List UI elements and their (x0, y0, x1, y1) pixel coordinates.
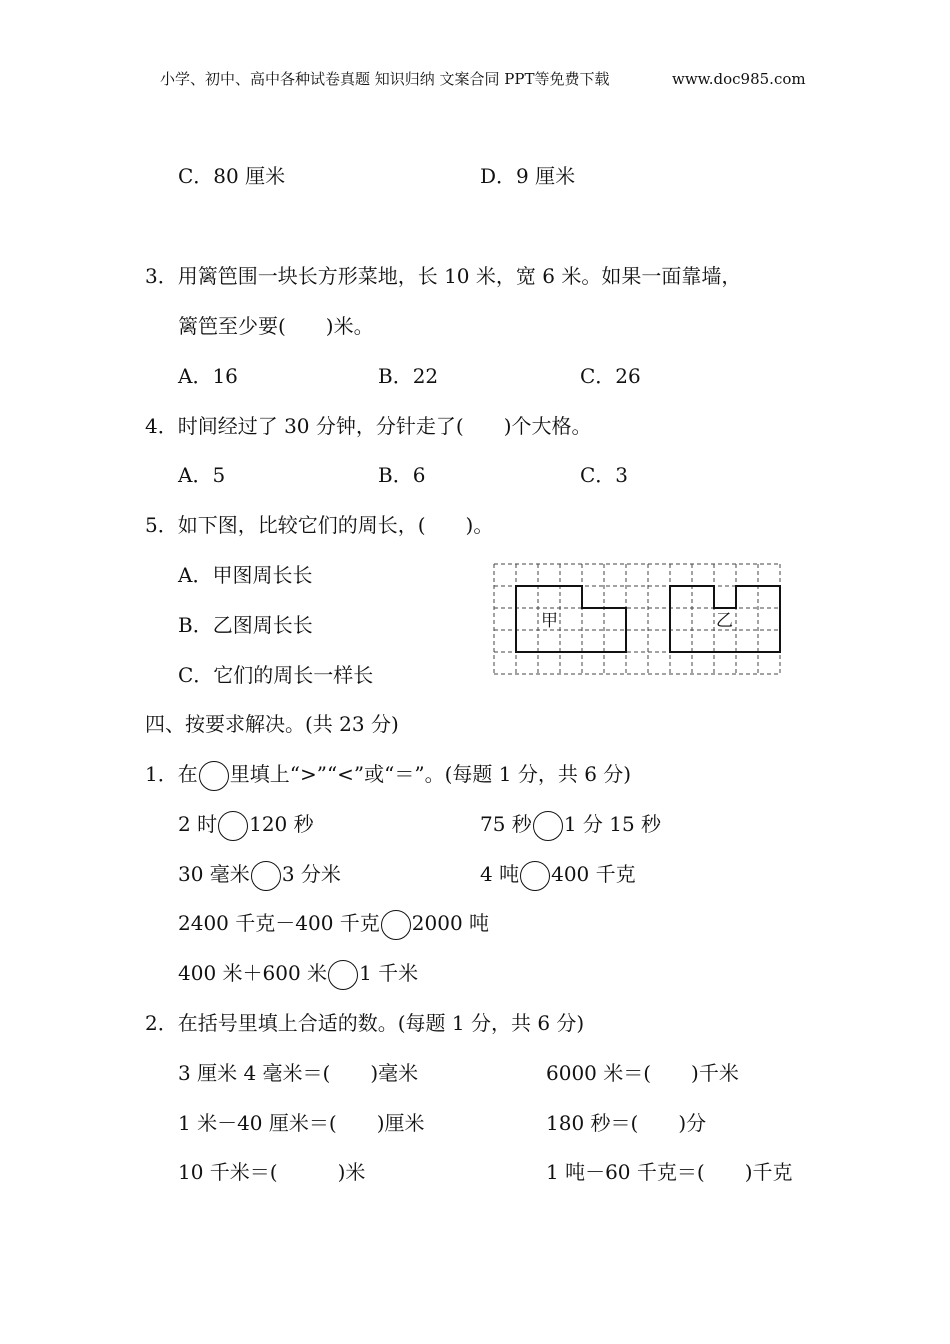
q3-option-a: A．16 (178, 364, 238, 388)
q5-option-a: A．甲图周长长 (178, 563, 313, 587)
compare-left: 2400 千克－400 千克 (178, 911, 380, 935)
compare-right: 2000 吨 (411, 911, 490, 935)
q4-stem: 4．时间经过了 30 分钟，分针走了( )个大格。 (145, 414, 592, 438)
fill-item-1[interactable]: 3 厘米 4 毫米＝( )毫米 (178, 1061, 419, 1085)
compare-circle-blank[interactable] (381, 910, 411, 940)
compare-circle-blank[interactable] (533, 811, 563, 841)
compare-right: 3 分米 (281, 862, 341, 886)
header-url[interactable]: www.doc985.com (672, 70, 806, 88)
compare-left: 75 秒 (480, 812, 532, 836)
s4-p2-stem: 2．在括号里填上合适的数。(每题 1 分，共 6 分) (145, 1011, 585, 1035)
compare-item-3 (178, 861, 341, 891)
compare-right: 1 千米 (359, 961, 419, 985)
q3-stem-line1: 3．用篱笆围一块长方形菜地，长 10 米，宽 6 米。如果一面靠墙， (145, 264, 742, 288)
grid-lines (494, 564, 780, 674)
compare-left: 30 毫米 (178, 862, 250, 886)
q5-option-c: C．它们的周长一样长 (178, 663, 374, 687)
compare-circle-blank[interactable] (328, 960, 358, 990)
compare-circle-blank[interactable] (251, 861, 281, 891)
compare-left: 4 吨 (480, 862, 520, 886)
compare-item-4 (480, 861, 636, 891)
label-yi: 乙 (716, 611, 733, 631)
q4-option-a: A．5 (178, 463, 226, 487)
q3-option-b: B．22 (378, 364, 439, 388)
compare-right: 120 秒 (249, 812, 314, 836)
label-jia: 甲 (541, 611, 558, 631)
q5-figure (490, 560, 786, 680)
compare-left: 400 米＋600 米 (178, 961, 328, 985)
shape-jia (516, 586, 626, 652)
section4-title: 四、按要求解决。(共 23 分) (145, 712, 399, 736)
s4-p1-stem-b: 里填上“>”“<”或“＝”。(每题 1 分，共 6 分) (229, 762, 632, 786)
q5-stem: 5．如下图，比较它们的周长，( )。 (145, 513, 494, 537)
q3-stem-line2: 篱笆至少要( )米。 (178, 314, 374, 338)
compare-item-5 (178, 910, 489, 940)
compare-left: 2 时 (178, 812, 218, 836)
compare-circle-blank[interactable] (520, 861, 550, 891)
fill-item-2[interactable]: 6000 米＝( )千米 (546, 1061, 739, 1085)
q2-option-d: D．9 厘米 (480, 164, 576, 188)
fill-item-6[interactable]: 1 吨－60 千克＝( )千克 (546, 1160, 793, 1184)
q3-option-c: C．26 (580, 364, 641, 388)
header-text: 小学、初中、高中各种试卷真题 知识归纳 文案合同 PPT等免费下载 (160, 70, 610, 88)
compare-item-6 (178, 960, 418, 990)
compare-item-2 (480, 811, 661, 841)
compare-right: 1 分 15 秒 (563, 812, 662, 836)
fill-item-5[interactable]: 10 千米＝( )米 (178, 1160, 366, 1184)
circle-icon (199, 761, 229, 791)
compare-right: 400 千克 (551, 862, 636, 886)
q2-option-c: C．80 厘米 (178, 164, 286, 188)
q4-option-c: C．3 (580, 463, 629, 487)
compare-circle-blank[interactable] (218, 811, 248, 841)
compare-item-1 (178, 811, 314, 841)
q5-option-b: B．乙图周长长 (178, 613, 313, 637)
s4-p1-stem-a: 1．在 (145, 762, 198, 786)
q4-option-b: B．6 (378, 463, 426, 487)
fill-item-3[interactable]: 1 米－40 厘米＝( )厘米 (178, 1111, 425, 1135)
fill-item-4[interactable]: 180 秒＝( )分 (546, 1111, 707, 1135)
s4-p1-stem (145, 761, 631, 791)
